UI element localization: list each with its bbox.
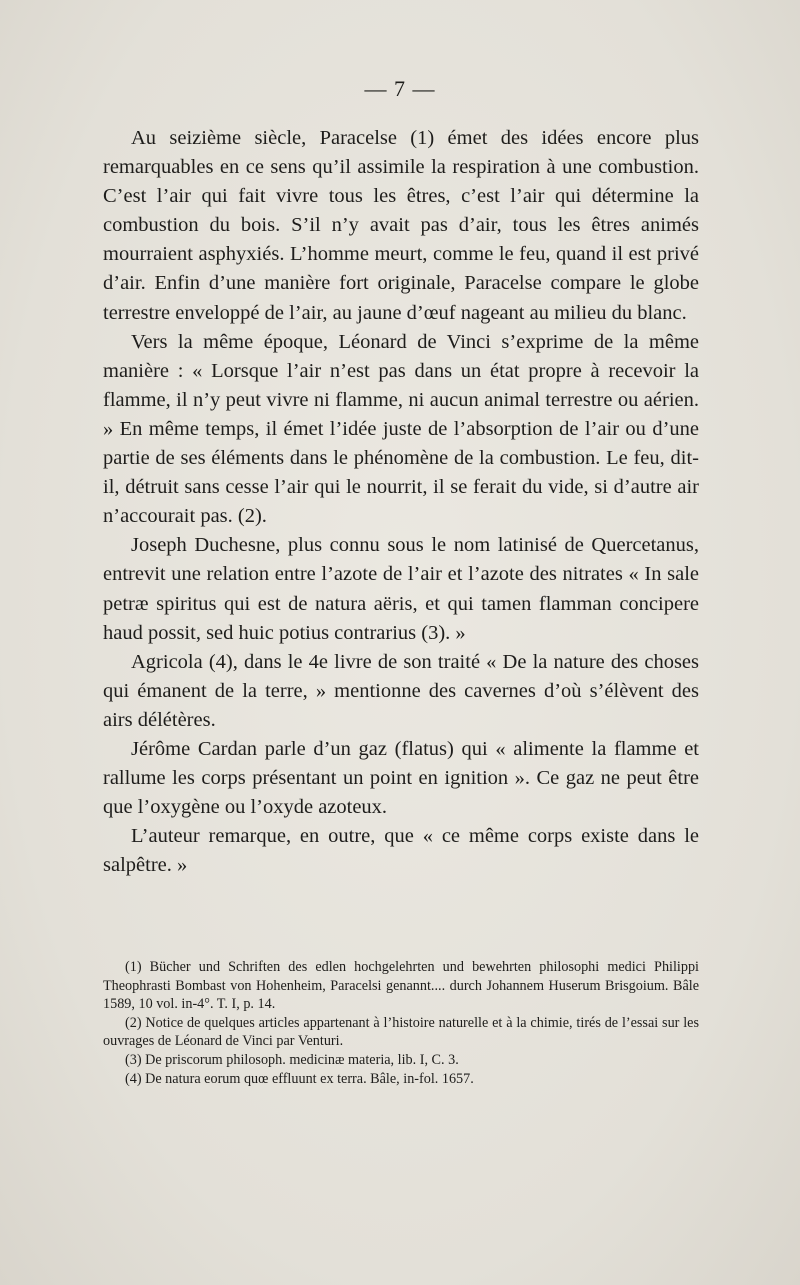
footnote: (4) De natura eorum quœ effluunt ex terra. Bâle, in-fol. 1657. <box>125 1070 474 1087</box>
page-number: — 7 — <box>364 76 436 101</box>
paragraph: L’auteur remarque, en outre, que « ce même corps existe dans le salpêtre. » <box>103 825 699 877</box>
footnote: (3) De priscorum philosoph. medicinæ materia, lib. I, C. 3. <box>125 1051 459 1068</box>
footnote: (2) Notice de quelques articles appartenant à l’histoire naturelle et à la chimie, tirés de l’essai sur les ouvrages de Léonard de Vinci par Venturi. <box>103 1014 699 1050</box>
paragraph: Agricola (4), dans le 4e livre de son traité « De la nature des choses qui émanent de la terre, » mentionne des cavernes d’où s’élèvent des airs délétères. <box>103 650 699 731</box>
paragraph: Au seizième siècle, Paracelse (1) émet des idées encore plus remarquables en ce sens qu’il assimile la respiration à une combustion. C’est l’air qui fait vivre tous les êtres, c’est l’air qui détermine la combustion du bois. S’il n’y avait pas d’air, tous les êtres animés mourraient asphyxiés. L’homme meurt, comme le feu, quand il est privé d’air. Enfin d’une manière fort originale, Paracelse compare le globe terrestre enveloppé de l’air, au jaune d’œuf nageant au milieu du blanc. <box>103 127 699 324</box>
paragraph: Jérôme Cardan parle d’un gaz (flatus) qui « alimente la flamme et rallume les corps présentant un point en ignition ». Ce gaz ne peut être que l’oxygène ou l’oxyde azoteux. <box>103 737 699 819</box>
body-text <box>103 124 699 880</box>
paragraph: Joseph Duchesne, plus connu sous le nom latinisé de Quercetanus, entrevit une relation entre l’azote de l’air et l’azote des nitrates « In sale petræ spiritus qui est de natura aëris, et qui tamen flamman concipere haud possit, sed huic potius contrarius (3). » <box>103 534 699 644</box>
footnote: (1) Bücher und Schriften des edlen hochgelehrten und bewehrten philosophi medici Philippi Theophrasti Bombast von Hohenheim, Paracelsi genannt.... durch Johannem Huserum Brisgoium. Bâle 1589, 10 vol. in-4°. T. I, p. 14. <box>103 959 699 1013</box>
footnotes <box>103 958 699 1088</box>
paragraph: Vers la même époque, Léonard de Vinci s’exprime de la même manière : « Lorsque l’air n’est pas dans un état propre à recevoir la flamme, il n’y peut vivre ni flamme, ni aucun animal terrestre ou aérien. » En même temps, il émet l’idée juste de l’absorption de l’air ou d’une partie de ses éléments dans le phénomène de la combustion. Le feu, dit-il, détruit sans cesse l’air qui le nourrit, il se ferait du vide, si d’autre air n’accourait pas. (2). <box>103 330 699 528</box>
